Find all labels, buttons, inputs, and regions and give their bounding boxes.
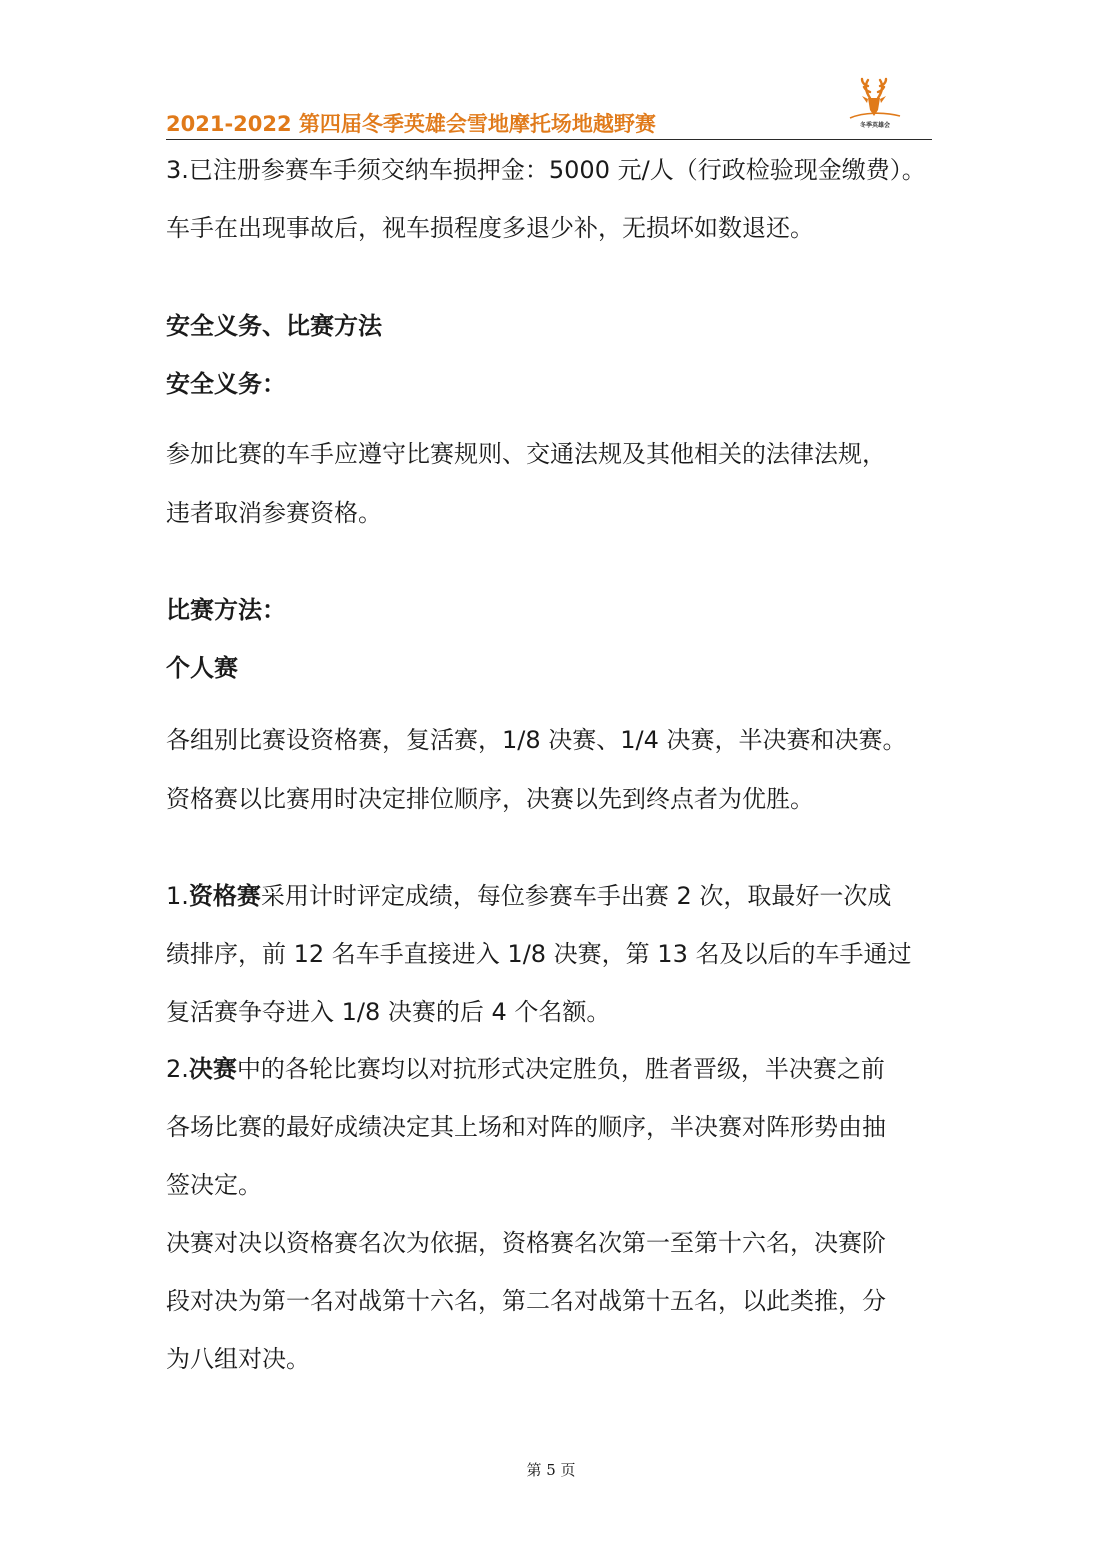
paragraph-final-line-1	[166, 1053, 885, 1085]
paragraph-safety-line-1: 参加比赛的车手应遵守比赛规则、交通法规及其他相关的法律法规，	[166, 440, 886, 468]
qualifying-term: 资格赛	[188, 882, 261, 910]
paragraph-qualifying-line-3: 复活赛争夺进入 1/8 决赛的后 4 个名额。	[166, 998, 611, 1026]
deer-head-logo-icon	[844, 76, 906, 136]
page-header	[166, 76, 932, 142]
paragraph-matchups-line-1: 决赛对决以资格赛名次为依据，资格赛名次第一至第十六名，决赛阶	[166, 1229, 886, 1257]
page-number: 第 5 页	[526, 1461, 576, 1479]
paragraph-qualifying-line-1	[166, 880, 891, 912]
paragraph-deposit-line-2: 车手在出现事故后，视车损程度多退少补，无损坏如数退还。	[166, 214, 814, 242]
paragraph-safety-line-2: 违者取消参赛资格。	[166, 499, 382, 527]
paragraph-qualifying-line-2: 绩排序，前 12 名车手直接进入 1/8 决赛，第 13 名及以后的车手通过	[166, 940, 912, 968]
header-title: 2021-2022 第四届冬季英雄会雪地摩托场地越野赛	[166, 112, 656, 136]
paragraph-rounds-line-1: 各组别比赛设资格赛，复活赛，1/8 决赛、1/4 决赛，半决赛和决赛。	[166, 726, 907, 754]
final-prefix: 2.	[166, 1055, 189, 1083]
qualifying-line-1-text: 采用计时评定成绩，每位参赛车手出赛 2 次，取最好一次成	[260, 882, 892, 910]
header-divider	[166, 139, 932, 140]
paragraph-final-line-3: 签决定。	[166, 1171, 262, 1199]
section-heading-individual: 个人赛	[166, 654, 238, 682]
paragraph-rounds-line-2: 资格赛以比赛用时决定排位顺序，决赛以先到终点者为优胜。	[166, 785, 814, 813]
paragraph-matchups-line-3: 为八组对决。	[166, 1345, 310, 1373]
section-heading-safety: 安全义务：	[166, 370, 286, 398]
section-heading-method: 比赛方法：	[166, 596, 286, 624]
paragraph-matchups-line-2: 段对决为第一名对战第十六名，第二名对战第十五名，以此类推，分	[166, 1287, 886, 1315]
logo-text: 冬季英雄会	[859, 122, 890, 129]
paragraph-final-line-2: 各场比赛的最好成绩决定其上场和对阵的顺序，半决赛对阵形势由抽	[166, 1113, 886, 1141]
final-line-1-text: 中的各轮比赛均以对抗形式决定胜负，胜者晋级，半决赛之前	[236, 1055, 885, 1083]
qualifying-prefix: 1.	[166, 882, 189, 910]
section-heading-safety-method: 安全义务、比赛方法	[166, 312, 382, 340]
final-term: 决赛	[188, 1055, 237, 1083]
paragraph-deposit-line-1: 3.已注册参赛车手须交纳车损押金：5000 元/人（行政检验现金缴费）。	[166, 156, 926, 184]
